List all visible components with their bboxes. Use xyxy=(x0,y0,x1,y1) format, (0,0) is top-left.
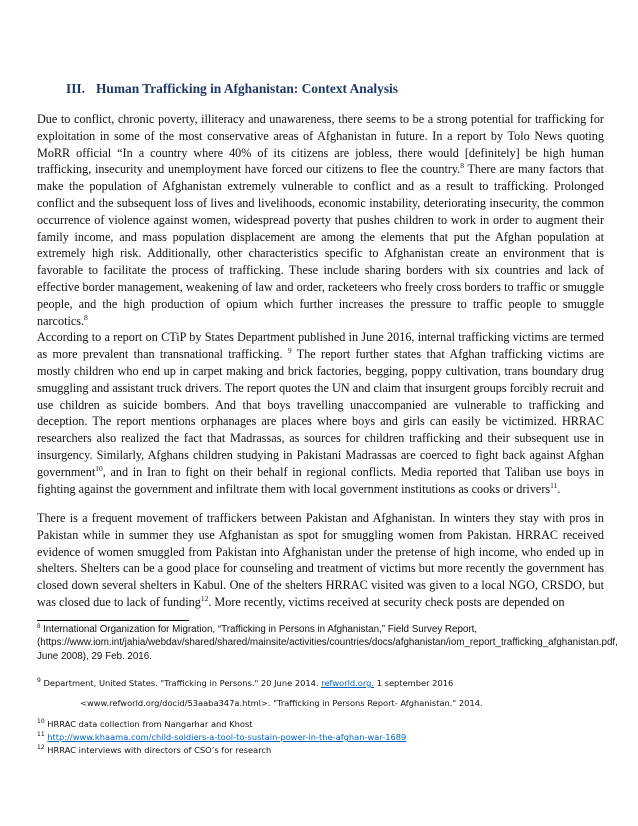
section-title: Human Trafficking in Afghanistan: Context Analysis xyxy=(96,81,398,96)
footnote-text: Department, United States. "Trafficking in Persons." 20 June 2014. xyxy=(40,678,322,688)
footnote-ref[interactable]: 12 xyxy=(200,593,209,603)
footnote-11 xyxy=(37,731,604,743)
footnote-link[interactable]: http://www.khaama.com/child-soldiers-a-tool-to-sustain-power-in-the-afghan-war-1689 xyxy=(47,732,407,742)
paragraph-2-text-b: The report further states that Afghan trafficking victims are mostly children who end up in carpet making and brick factories, begging, poppy cultivation, trans boundary drug smuggling and assistant truck drivers. The report quotes the UN and claim that insurgent groups forcibly recruit and use children as suicide bombers. And that boys travelling unaccompanied are vulnerable to trafficking and deception. The report mentions orphanages are places where boys and girls can easily be victimized. HRRAC researchers also realized the fact that Madrassas, as sources for children trafficking and their subsequent use in insurgency. Similarly, Afghans children studying in Pakistani Madrassas are coerced to fight back against Afghan government xyxy=(37,347,604,479)
footnote-text: 1 september 2016 xyxy=(374,678,454,688)
body-text xyxy=(37,111,604,497)
paragraph-1-text-a: Due to conflict, chronic poverty, illiteracy and unawareness, there seems to be a strong potential for trafficking for exploitation in some of the most conservative areas of Afghanistan in future. In a report by Tolo News quoting MoRR official “In a country where 40% of its citizens are jobless, there would [definitely] be high human trafficking, insecurity and unemployment have forced our citizens to flee the country. xyxy=(37,112,604,177)
paragraph-3-text-a: There is a frequent movement of traffickers between Pakistan and Afghanistan. In winters they stay with pros in Pakistan while in summer they use Afghanistan as spot for smuggling women from Pakistan. HRRAC received evidence of women smuggled from Pakistan into Afghanistan under the pretense of high income, who ended up in shelters. Shelters can be a good place for counseling and treatment of victims but more recently the government has closed down several shelters in Kabul. One of the shelters HRRAC visited was given to a local NGO, CRSDO, but was closed due to lack of funding xyxy=(37,511,604,609)
footnote-mark: 9 xyxy=(37,677,41,684)
footnote-9-continued: <www.refworld.org/docid/53aaba347a.html>. "Trafficking in Persons Report- Afghanistan." 2014. xyxy=(80,698,483,708)
paragraph-3 xyxy=(37,510,604,611)
footnote-mark: 8 xyxy=(37,624,41,630)
footnote-separator xyxy=(37,620,189,621)
footnote-text: HRRAC data collection from Nangarhar and Khost xyxy=(44,719,253,729)
section-number: III. xyxy=(66,81,85,96)
footnote-ref[interactable]: 11 xyxy=(550,480,558,490)
paragraph-2-text-c: , and in Iran to fight on their behalf in regional conflicts. Media reported that Taliban use boys in fighting against the government and infiltrate them with local government institutions as cooks or drivers xyxy=(37,464,604,496)
footnote-text: HRRAC interviews with directors of CSO’s for research xyxy=(44,745,272,755)
footnote-8 xyxy=(37,623,618,663)
section-heading xyxy=(66,81,398,97)
body-text-continued xyxy=(37,510,604,611)
footnote-mark: 12 xyxy=(37,744,45,751)
footnote-ref[interactable]: 10 xyxy=(95,463,103,473)
footnote-ref[interactable]: 8 xyxy=(460,161,464,171)
footnote-mark: 11 xyxy=(37,731,45,738)
footnote-10 xyxy=(37,718,604,730)
paragraph-1-text-b: There are many factors that make the population of Afghanistan extremely vulnerable to conflict and as a result to trafficking. Prolonged conflict and the subsequent loss of lives and livelihoods, economic instability, deteriorating insecurity, the common occurrence of violence against women, widespread poverty that pushes children to work in order to augment their family income, and mass population displacement are among the elements that put the Afghan population at extremely high risk. Additionally, other characteristics specific to Afghanistan create an environment that is favorable to facilitate the process of trafficking. These include sharing borders with six countries and lack of effective border management, weakening of law and order, racketeers who freely cross borders to traffic or smuggle people, and the high production of opium which further increases the pressure to traffic people to smuggle narcotics. xyxy=(37,162,604,328)
footnote-ref[interactable]: 8 xyxy=(84,312,88,322)
footnote-mark: 10 xyxy=(37,718,45,725)
footnote-9 xyxy=(37,677,604,689)
paragraph-2 xyxy=(37,329,604,497)
footnote-link[interactable]: refworld.org. xyxy=(321,678,375,688)
footnote-12 xyxy=(37,744,604,756)
paragraph-2-text-d: . xyxy=(557,481,561,496)
paragraph-2-text-a: According to a report on CTiP by States Department published in June 2016, internal trafficking victims are termed as more prevalent than transnational trafficking. xyxy=(37,330,604,362)
footnote-ref[interactable]: 9 xyxy=(287,346,292,356)
footnote-text: International Organization for Migration, “Trafficking in Persons in Afghanistan,” Field Survey Report, (https://www.iom.int/jahia/webdav/shared/shared/mainsite/activities/countries/docs/afghanistan/iom_report_trafficking_afghanistan.pdf, June 2008), 29 Feb. 2016. xyxy=(37,624,618,662)
paragraph-1 xyxy=(37,111,604,329)
paragraph-3-text-b: . More recently, victims received at security check posts are depended on xyxy=(208,594,565,609)
